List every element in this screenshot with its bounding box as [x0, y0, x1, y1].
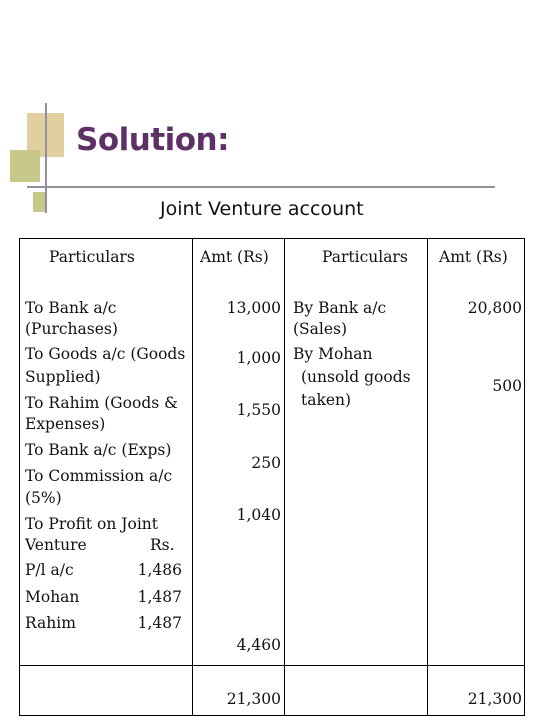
debit-amount: 1,040: [236, 506, 281, 524]
profit-share-name: Rahim: [25, 614, 76, 632]
debit-particular-line: To Bank a/c (Exps): [25, 441, 172, 459]
debit-amount: 1,550: [236, 401, 281, 419]
profit-share-name: P/l a/c: [25, 561, 74, 579]
slide-subtitle: Joint Venture account: [160, 198, 364, 220]
decorative-horizontal-line: [27, 186, 495, 188]
debit-particular-line: Supplied): [25, 368, 101, 386]
totals-divider: [20, 665, 524, 666]
column-divider: [284, 239, 285, 715]
profit-currency-label: Rs.: [150, 536, 175, 554]
profit-share-amount: 1,486: [137, 561, 182, 579]
decorative-olive-square: [10, 150, 40, 182]
debit-particular-line: To Rahim (Goods &: [25, 394, 178, 412]
profit-share-name: Mohan: [25, 588, 80, 606]
profit-share-amount: 1,487: [137, 614, 182, 632]
credit-particular-line: taken): [301, 391, 352, 409]
debit-particular-line: To Commission a/c: [25, 467, 173, 485]
debit-amount: 4,460: [236, 636, 281, 654]
debit-amount: 1,000: [236, 349, 281, 367]
header-dr-amount: Amt (Rs): [200, 248, 269, 266]
debit-amount: 13,000: [226, 299, 281, 317]
debit-particular-line: Venture: [25, 536, 87, 554]
credit-particular-line: By Mohan: [293, 345, 373, 363]
slide-title: Solution:: [76, 122, 230, 158]
header-cr-amount: Amt (Rs): [439, 248, 508, 266]
credit-amount: 20,800: [467, 299, 522, 317]
debit-particular-line: To Goods a/c (Goods: [25, 345, 186, 363]
credit-particular-line: (unsold goods: [301, 368, 411, 386]
header-dr-particulars: Particulars: [49, 248, 135, 266]
debit-particular-line: (Purchases): [25, 320, 118, 338]
credit-amount: 500: [492, 377, 522, 395]
debit-particular-line: To Profit on Joint: [25, 515, 159, 533]
debit-total: 21,300: [226, 690, 281, 708]
debit-particular-line: Expenses): [25, 415, 106, 433]
credit-total: 21,300: [467, 690, 522, 708]
profit-share-amount: 1,487: [137, 588, 182, 606]
joint-venture-account-table: [19, 238, 525, 716]
decorative-vertical-line: [45, 103, 47, 213]
credit-particular-line: By Bank a/c: [293, 299, 387, 317]
debit-particular-line: To Bank a/c: [25, 299, 117, 317]
debit-amount: 250: [251, 454, 281, 472]
debit-particular-line: (5%): [25, 489, 62, 507]
header-cr-particulars: Particulars: [322, 248, 408, 266]
credit-particular-line: (Sales): [293, 320, 348, 338]
